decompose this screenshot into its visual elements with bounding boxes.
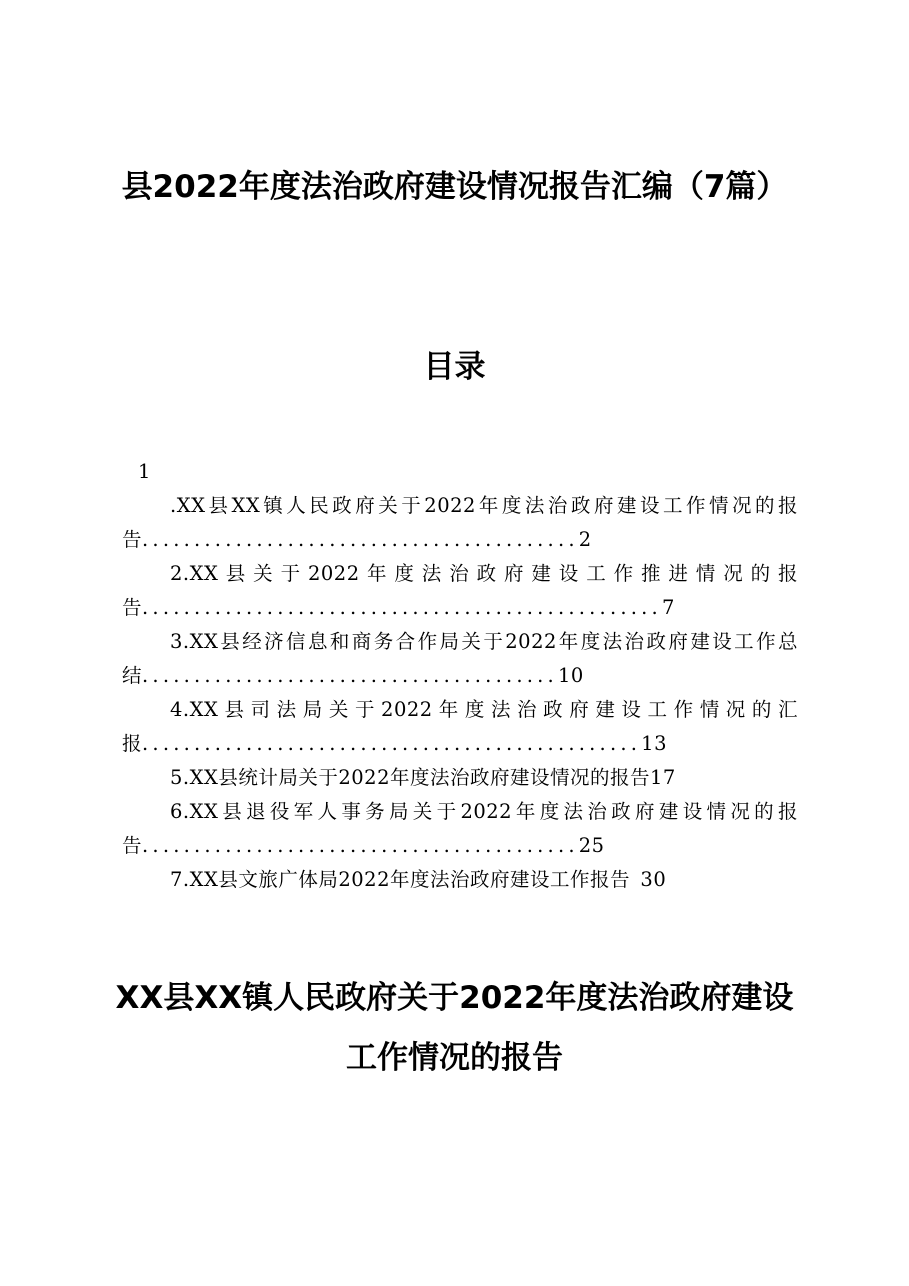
toc-entry[interactable]	[122, 863, 798, 897]
toc-entry-page: 30	[640, 868, 667, 891]
toc-number-line: 1	[138, 460, 151, 483]
toc-entry-text: 4.XX县司法局关于2022年度法治政府建设工作情况的汇报	[122, 698, 798, 755]
toc-entry-leader: ................................................	[142, 732, 642, 755]
toc-entry-leader: ..................................................	[142, 596, 662, 619]
toc-entry[interactable]	[122, 489, 798, 557]
toc-entry-page: 13	[641, 732, 667, 755]
toc-entry-text: 3.XX县经济信息和商务合作局关于2022年度法治政府建设工作总结	[122, 630, 798, 687]
toc-entry[interactable]	[122, 693, 798, 761]
toc-entry[interactable]	[122, 795, 798, 863]
toc-entry-text: .XX县XX镇人民政府关于2022年度法治政府建设工作情况的报告	[122, 494, 798, 551]
toc-entry-text: 7.XX县文旅广体局2022年度法治政府建设工作报告	[170, 868, 630, 891]
toc-entry-leader: ..........................................	[142, 528, 579, 551]
toc-entry-page: 10	[557, 664, 584, 687]
toc-entry[interactable]	[122, 625, 798, 693]
toc-entry-text: 6.XX县退役军人事务局关于2022年度法治政府建设情况的报告	[122, 800, 798, 857]
toc-entry-leader: ..........................................	[142, 834, 579, 857]
toc-entry-text: 2.XX县关于2022年度法治政府建设工作推进情况的报告	[122, 562, 798, 619]
table-of-contents	[122, 455, 798, 897]
toc-entry-page: 2	[578, 528, 592, 551]
toc-entry-leader	[630, 868, 640, 891]
toc-entry-page: 25	[578, 834, 605, 857]
document-title: 县2022年度法治政府建设情况报告汇编（7篇）	[121, 169, 788, 205]
toc-entry-leader: ........................................	[142, 664, 558, 687]
toc-entry-page: 17	[650, 766, 676, 789]
toc-entry[interactable]	[122, 761, 798, 795]
toc-heading: 目录	[423, 349, 486, 385]
toc-entry[interactable]	[122, 557, 798, 625]
section-title: XX县XX镇人民政府关于2022年度法治政府建设工作情况的报告	[115, 980, 794, 1076]
toc-entry-text: 5.XX县统计局关于2022年度法治政府建设情况的报告	[170, 766, 650, 789]
toc-entry-page: 7	[661, 596, 675, 619]
